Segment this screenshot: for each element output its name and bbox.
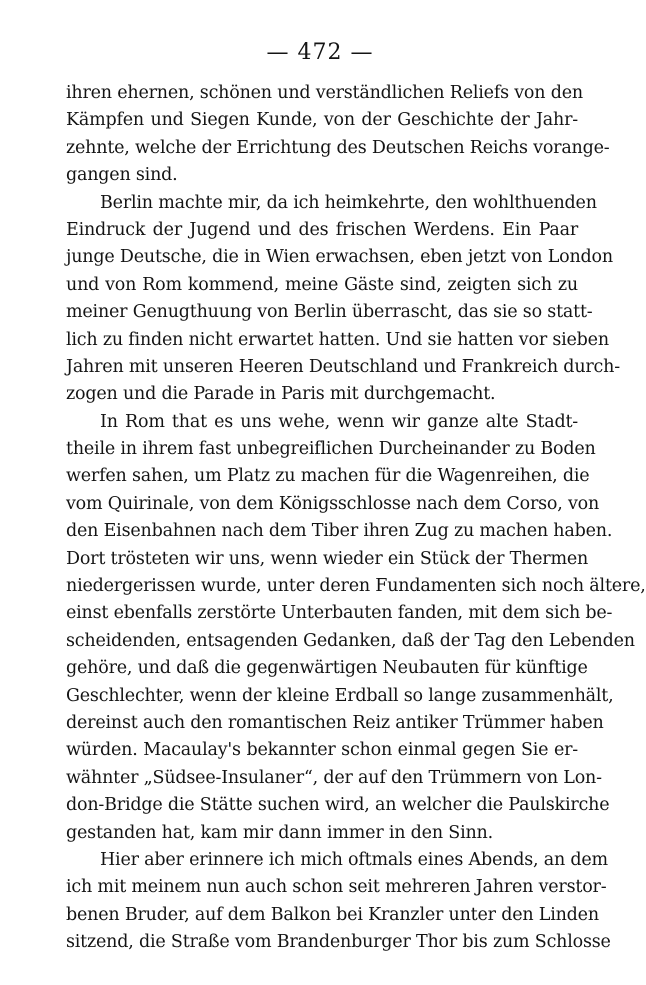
paragraph (66, 190, 620, 409)
text-line: In Rom that es uns wehe, wenn wir ganze alte Stadt- (100, 411, 578, 432)
text-line: Berlin machte mir, da ich heimkehrte, den wohlthuenden (100, 192, 597, 213)
text-line: Jahren mit unseren Heeren Deutschland und Frankreich durch- (66, 356, 620, 377)
text-line: lich zu finden nicht erwartet hatten. Und sie hatten vor sieben (66, 329, 609, 350)
text-line: zogen und die Parade in Paris mit durchgemacht. (66, 384, 496, 405)
text-line: niedergerissen wurde, unter deren Fundamenten sich noch ältere, (66, 576, 646, 597)
text-line: Dort trösteten wir uns, wenn wieder ein Stück der Thermen (66, 548, 589, 569)
text-line: und von Rom kommend, meine Gäste sind, zeigten sich zu (66, 274, 578, 295)
paragraph (66, 80, 610, 190)
text-line: den Eisenbahnen nach dem Tiber ihren Zug zu machen haben. (66, 521, 613, 542)
text-line: Geschlechter, wenn der kleine Erdball so lange zusammenhält, (66, 685, 614, 706)
text-line: einst ebenfalls zerstörte Unterbauten fanden, mit dem sich be- (66, 603, 613, 624)
text-line: vom Quirinale, von dem Königsschlosse nach dem Corso, von (66, 493, 600, 514)
body-text (66, 80, 646, 957)
text-line: ihren ehernen, schönen und verständlichen Reliefs von den (66, 83, 583, 103)
text-line: Hier aber erinnere ich mich oftmals eines Abends, an dem (100, 849, 608, 870)
text-line: meiner Genugthuung von Berlin überrascht, das sie so statt- (66, 302, 593, 323)
text-line: benen Bruder, auf dem Balkon bei Kranzler unter den Linden (66, 904, 599, 925)
text-line: zehnte, welche der Errichtung des Deutschen Reichs vorange- (66, 137, 610, 158)
text-line: gangen sind. (66, 165, 178, 186)
text-line: werfen sahen, um Platz zu machen für die Wagenreihen, die (66, 466, 590, 487)
text-line: don-Bridge die Stätte suchen wird, an welcher die Paulskirche (66, 795, 610, 816)
text-line: würden. Macaulay's bekannter schon einmal gegen Sie er- (66, 740, 578, 761)
text-line: wähnter „Südsee-Insulaner“, der auf den Trümmern von Lon- (66, 767, 602, 788)
text-line: gestanden hat, kam mir dann immer in den Sinn. (66, 822, 493, 843)
paragraph (66, 409, 646, 847)
text-line: ich mit meinem nun auch schon seit mehreren Jahren verstor- (66, 877, 607, 898)
text-line: sitzend, die Straße vom Brandenburger Thor bis zum Schlosse (66, 932, 611, 953)
text-line: junge Deutsche, die in Wien erwachsen, eben jetzt von London (66, 247, 613, 268)
paragraph (66, 847, 611, 957)
text-line: theile in ihrem fast unbegreiflichen Durcheinander zu Boden (66, 439, 596, 460)
page-number: — 472 — (266, 40, 374, 65)
text-line: dereinst auch den romantischen Reiz antiker Trümmer haben (66, 712, 604, 733)
text-line: Kämpfen und Siegen Kunde, von der Geschichte der Jahr- (66, 110, 578, 131)
text-line: Eindruck der Jugend und des frischen Werdens. Ein Paar (66, 219, 578, 240)
text-line: scheidenden, entsagenden Gedanken, daß der Tag den Lebenden (66, 630, 635, 651)
text-line: gehöre, und daß die gegenwärtigen Neubauten für künftige (66, 658, 588, 679)
